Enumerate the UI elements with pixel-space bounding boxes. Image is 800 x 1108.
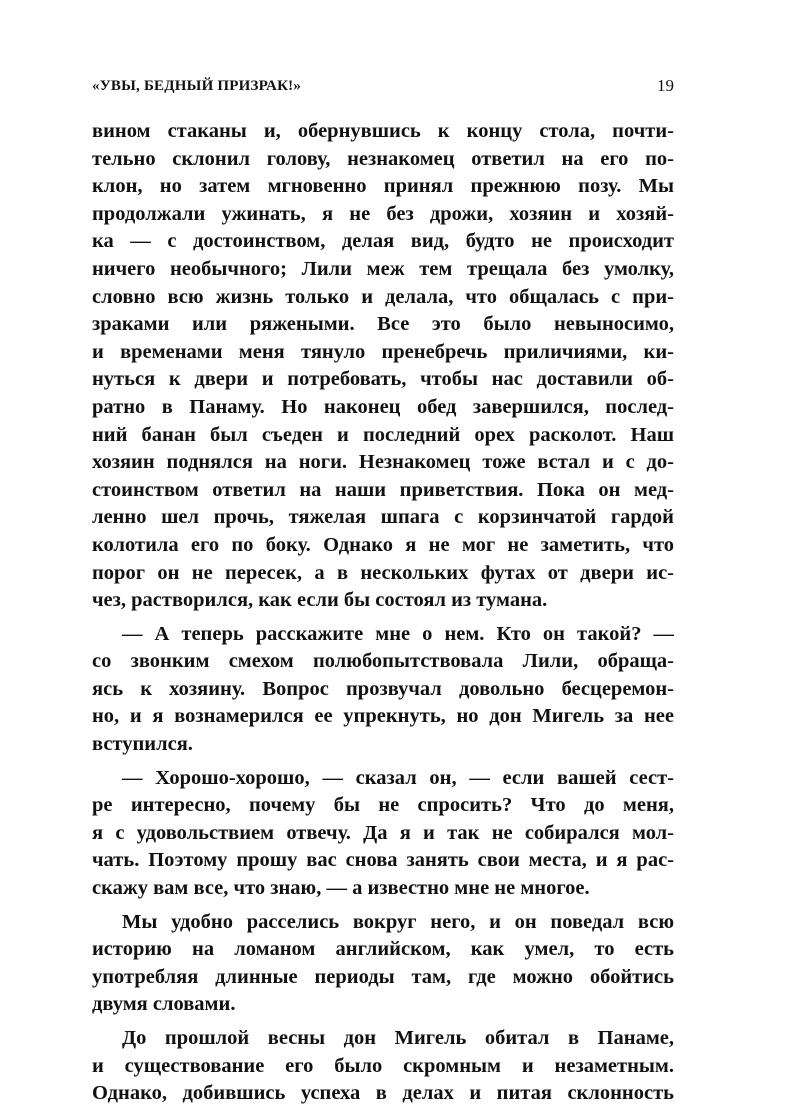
text-line: со звонким смехом полюбопытствовала Лили, обраща- [92, 650, 674, 673]
text-line: стоинством ответил на наши приветствия. Пока он мед- [92, 478, 674, 501]
text-line: порог он не пересек, а в нескольких футах от двери ис- [92, 561, 674, 584]
running-header [92, 74, 674, 100]
text-line: ний банан был съеден и последний орех расколот. Наш [92, 423, 674, 446]
text-line: чать. Поэтому прошу вас снова занять свои места, и я рас- [92, 849, 674, 872]
text-line: ре интересно, почему бы не спросить? Что до меня, [92, 794, 674, 817]
text-line: вином стаканы и, обернувшись к концу стола, почти- [92, 120, 674, 142]
text-line: зраками или ряжеными. Все это было невыносимо, [92, 313, 674, 336]
text-line: историю на ломаном английском, как умел, то есть [92, 938, 674, 961]
running-title: «УВЫ, БЕДНЫЙ ПРИЗРАК!» [92, 78, 302, 94]
text-line: Однако, добившись успеха в делах и питая склонность [92, 1082, 674, 1105]
text-line: ничего необычного; Лили меж тем трещала без умолку, [92, 257, 674, 280]
paragraph-first-line: Мы удобно расселись вокруг него, и он поведал всю [122, 910, 674, 933]
paragraph-last-line: вступился. [92, 733, 193, 756]
text-line: ратно в Панаму. Но наконец обед завершился, послед- [92, 395, 674, 418]
text-line: и существование его было скромным и незаметным. [92, 1054, 674, 1077]
text-line: продолжали ужинать, я не без дрожи, хозяин и хозяй- [92, 202, 674, 225]
text-line: хозяин поднялся на ноги. Незнакомец тоже встал и с до- [92, 451, 674, 474]
page-number: 19 [657, 76, 674, 95]
text-line: нуться к двери и потребовать, чтобы нас доставили об- [92, 368, 674, 391]
paragraph-first-line: До прошлой весны дон Мигель обитал в Панаме, [122, 1027, 674, 1049]
paragraph-last-line: двумя словами. [92, 993, 236, 1016]
text-line: употребляя длинные периоды там, где можно обойтись [92, 965, 674, 988]
text-line: ленно шел прочь, тяжелая шпага с корзинчатой гардой [92, 506, 674, 529]
text-line: словно всю жизнь только и делала, что общалась с при- [92, 285, 674, 308]
paragraph-first-line: — Хорошо-хорошо, — сказал он, — если вашей сест- [122, 766, 674, 789]
paragraph-last-line: скажу вам все, что знаю, — а известно мне не многое. [92, 877, 590, 900]
paragraph-first-line: — А теперь расскажите мне о нем. Кто он такой? — [122, 622, 674, 645]
text-line: клон, но затем мгновенно принял прежнюю позу. Мы [92, 175, 674, 198]
text-line: ясь к хозяину. Вопрос прозвучал довольно бесцеремон- [92, 677, 674, 700]
text-line: я с удовольствием отвечу. Да я и так не собирался мол- [92, 821, 674, 844]
text-line: колотила его по боку. Однако я не мог не заметить, что [92, 533, 674, 556]
body-text [92, 118, 674, 1108]
paragraph-last-line: чез, растворился, как если бы состоял из тумана. [92, 589, 548, 612]
text-line: и временами меня тянуло пренебречь приличиями, ки- [92, 340, 674, 363]
text-line: но, и я вознамерился ее упрекнуть, но дон Мигель за нее [92, 705, 674, 728]
text-line: тельно склонил голову, незнакомец ответил на его по- [92, 147, 674, 170]
text-line: ка — с достоинством, делая вид, будто не происходит [92, 230, 674, 253]
